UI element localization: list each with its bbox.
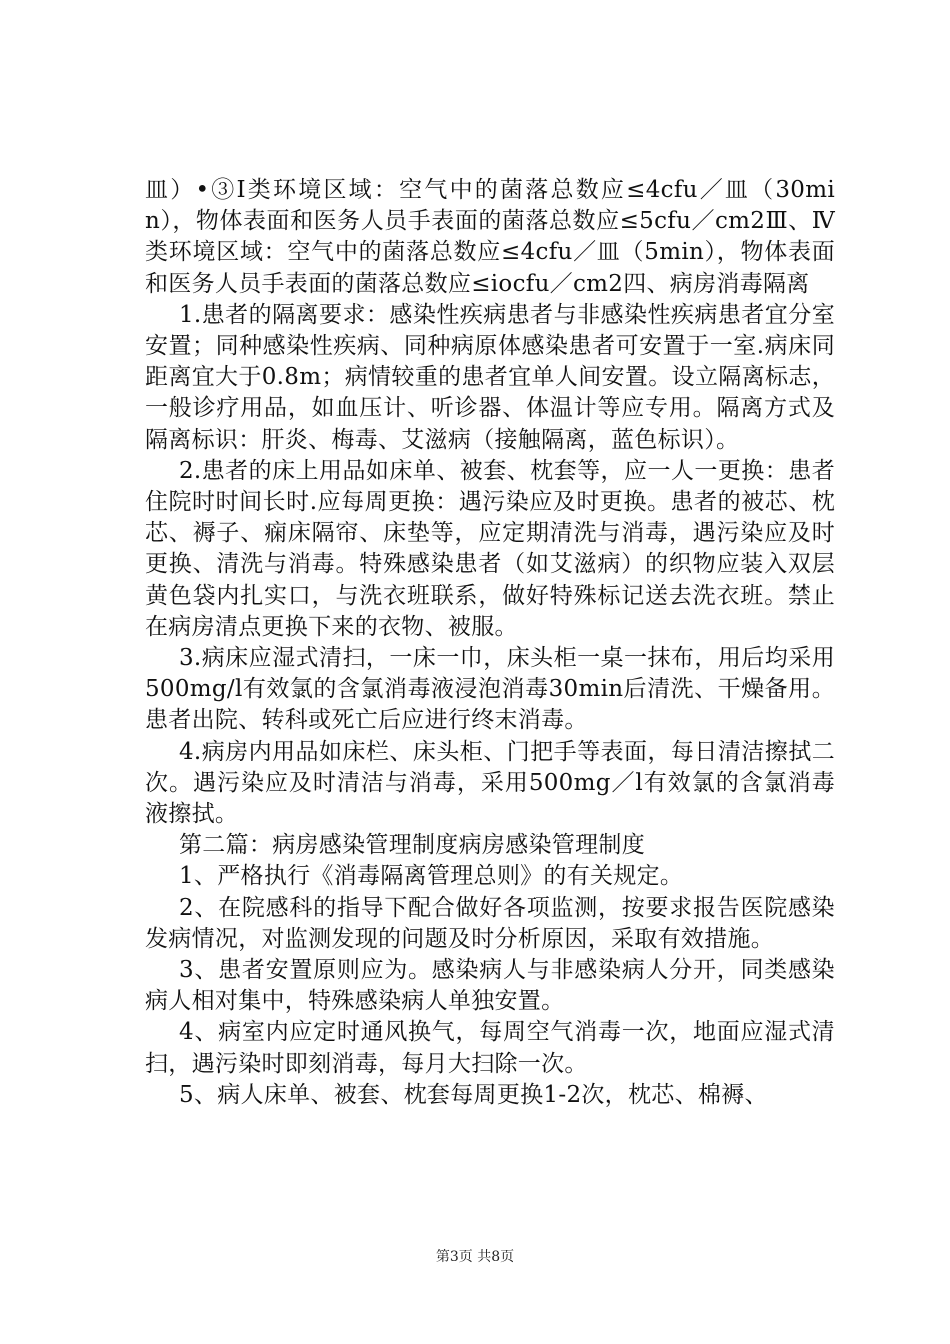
paragraph-patient-isolation: 1.患者的隔离要求：感染性疾病患者与非感染性疾病患者宜分室安置；同种感染性疾病、同种病原体感染患者可安置于一室.病床同距离宜大于0.8m；病情较重的患者宜单人间安置。设立隔离标志，一般诊疗用品，如血压计、听诊器、体温计等应专用。隔离方式及隔离标识：肝炎、梅毒、艾滋病（接触隔离，蓝色标识）。 [145, 301, 835, 453]
paragraph-surface-cleaning: 4.病房内用品如床栏、床头柜、门把手等表面，每日清洁擦拭二次。遇污染应及时清洁与消毒，采用500mg／l有效氯的含氯消毒液擦拭。 [145, 738, 835, 828]
section-heading: 第二篇：病房感染管理制度病房感染管理制度 [179, 832, 645, 859]
rule-item-5: 5、病人床单、被套、枕套每周更换1-2次，枕芯、棉褥、 [179, 1081, 768, 1108]
document-body [145, 175, 835, 1111]
rule-item-4: 4、病室内应定时通风换气，每周空气消毒一次，地面应湿式清扫，遇污染时即刻消毒，每月大扫除一次。 [145, 1019, 835, 1077]
paragraph-bed-cleaning: 3.病床应湿式清扫，一床一巾，床头柜一桌一抹布，用后均采用500mg/l有效氯的含氯消毒液浸泡消毒30min后清洗、干燥备用。患者出院、转科或死亡后应进行终末消毒。 [145, 645, 835, 734]
paragraph-bedding-change: 2.患者的床上用品如床单、被套、枕套等，应一人一更换：患者住院时时间长时.应每周更换：遇污染应及时更换。患者的被芯、枕芯、褥子、痫床隔帘、床垫等，应定期清洗与消毒，遇污染应及时更换、清洗与消毒。特殊感染患者（如艾滋病）的织物应装入双层黄色袋内扎实口，与洗衣班联系，做好特殊标记送去洗衣班。禁止在病房清点更换下来的衣物、被服。 [145, 457, 835, 640]
rule-item-3: 3、患者安置原则应为。感染病人与非感染病人分开，同类感染病人相对集中，特殊感染病人单独安置。 [145, 957, 835, 1015]
rule-item-2: 2、在院感科的指导下配合做好各项监测，按要求报告医院感染发病情况，对监测发现的问题及时分析原因，采取有效措施。 [145, 894, 835, 952]
rule-item-1: 1、严格执行《消毒隔离管理总则》的有关规定。 [179, 863, 684, 890]
page-footer: 第3页 共8页 [435, 1249, 515, 1265]
paragraph-environment-standards: 皿）•③Ⅰ类环境区域：空气中的菌落总数应≤4cfu／皿（30min），物体表面和医务人员手表面的菌落总数应≤5cfu／cm2Ⅲ、Ⅳ类环境区域：空气中的菌落总数应≤4cfu／皿（5min），物体表面和医务人员手表面的菌落总数应≤iocfu／cm2四、病房消毒隔离 [145, 177, 835, 297]
